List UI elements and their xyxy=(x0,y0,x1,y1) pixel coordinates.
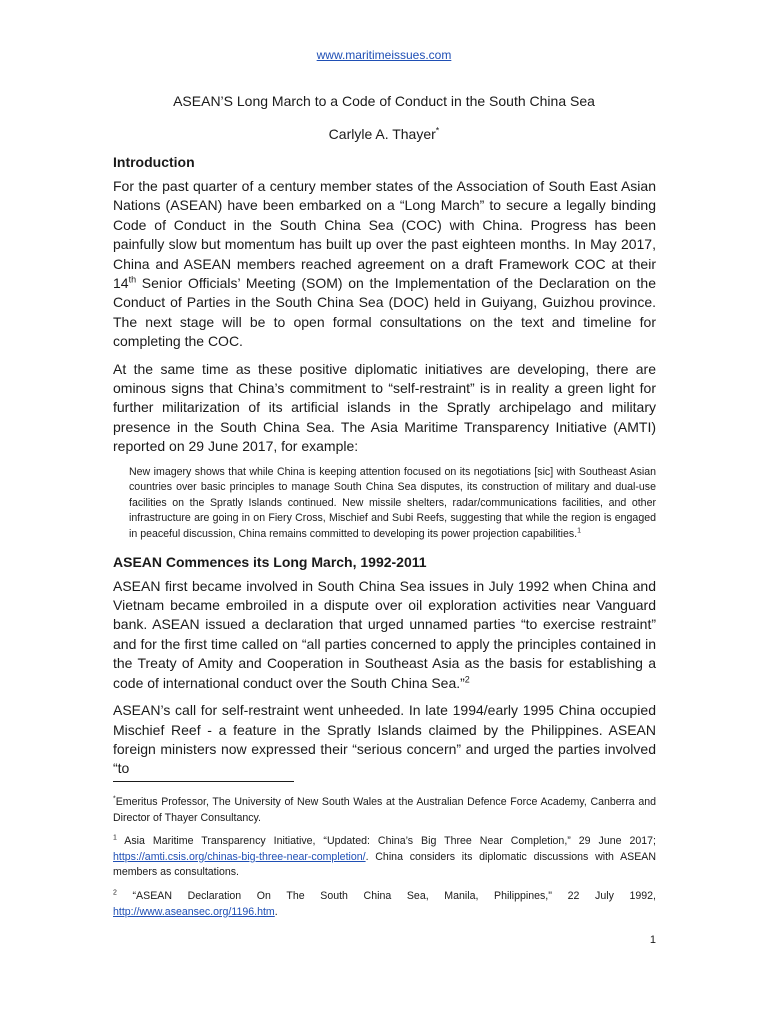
author-line xyxy=(0,126,768,142)
body-content xyxy=(113,153,656,787)
ordinal-superscript: th xyxy=(128,274,137,285)
quote-text: New imagery shows that while China is keeping attention focused on its negotiations [sic] with Southeast Asian countries over basic principles to manage South China Sea disputes, its construction of military and dual-use facilities on the Spratly Islands continued. New missile shelters, radar/communications facilities, and other infrastructure are going in on Fiery Cross, Mischief and Subi Reefs, suggesting that while the region is engaged in peaceful discussion, China remains committed to developing its power projection capabilities. xyxy=(129,465,656,541)
page-number: 1 xyxy=(649,934,656,946)
s2-p1-text: ASEAN first became involved in South China Sea issues in July 1992 when China and Vietnam became embroiled in a dispute over oil exploration activities near Vanguard bank. ASEAN issued a declaration that urged unnamed parties “to exercise restraint” and for the first time called on “all parties concerned to apply the principles contained in the Treaty of Amity and Cooperation in Southeast Asia as the basis for establishing a code of international conduct over the South China Sea.” xyxy=(113,577,656,691)
author-footnote-mark: * xyxy=(435,125,440,136)
footnotes xyxy=(113,795,656,928)
footnote-2-text-b: . xyxy=(274,905,278,918)
footnote-author xyxy=(113,795,656,826)
intro-paragraph-1 xyxy=(113,177,656,352)
footnote-1 xyxy=(113,834,656,881)
footnote-2-text-a: “ASEAN Declaration On The South China Sea, Manila, Philippines," 22 July 1992, xyxy=(116,889,656,902)
footnote-1-text-a: Asia Maritime Transparency Initiative, “Updated: China’s Big Three Near Completion,” 29 June 2017; xyxy=(116,835,656,848)
block-quote xyxy=(129,465,656,543)
footnote-1-link[interactable]: https://amti.csis.org/chinas-big-three-near-completion/ xyxy=(113,850,366,863)
author-name: Carlyle A. Thayer xyxy=(328,126,436,142)
footnote-ref-2: 2 xyxy=(464,674,470,685)
footnote-1-text-b: . China considers its diplomatic discussions with ASEAN members as consultations. xyxy=(113,850,656,879)
heading-introduction: Introduction xyxy=(113,154,195,170)
section2-paragraph-1 xyxy=(113,577,656,693)
footnote-2-mark: 2 xyxy=(113,889,117,897)
footnote-star-mark: * xyxy=(113,795,116,803)
site-link[interactable]: www.maritimeissues.com xyxy=(316,48,452,62)
footnote-divider xyxy=(113,781,294,782)
heading-section-2: ASEAN Commences its Long March, 1992-2011 xyxy=(113,553,427,570)
intro-p1-text-a: For the past quarter of a century member states of the Association of South East Asian Nations (ASEAN) have been embarked on a “Long March” to secure a legally binding Code of Conduct in the South China Sea (COC) with China. Progress has been painfully slow but momentum has built up over the past eighteen months. In May 2017, China and ASEAN members reached agreement on a draft Framework COC at their 14 xyxy=(113,178,656,292)
footnote-1-mark: 1 xyxy=(113,834,117,842)
intro-p1-text-b: Senior Officials’ Meeting (SOM) on the Implementation of the Declaration on the Conduct of Parties in the South China Sea (DOC) held in Guiyang, Guizhou province. The next stage will be to open formal consultations on the text and timeline for completing the COC. xyxy=(113,275,656,350)
intro-paragraph-2: At the same time as these positive diplomatic initiatives are developing, there are ominous signs that China’s commitment to “self-restraint” is in reality a green light for further militarization of its artificial islands in the Spratly archipelago and military presence in the South China Sea. The Asia Maritime Transparency Initiative (AMTI) reported on 29 June 2017, for example: xyxy=(113,360,656,455)
footnote-ref-1: 1 xyxy=(577,527,582,535)
section2-paragraph-2: ASEAN’s call for self-restraint went unheeded. In late 1994/early 1995 China occupied Mischief Reef - a feature in the Spratly Islands claimed by the Philippines. ASEAN foreign ministers now expressed their “serious concern” and urged the parties involved “to xyxy=(113,702,656,777)
footnote-2-link[interactable]: http://www.aseansec.org/1196.htm xyxy=(113,905,275,918)
footnote-star-text: Emeritus Professor, The University of New South Wales at the Australian Defence Force Academy, Canberra and Director of Thayer Consultancy. xyxy=(113,796,656,824)
document-title: ASEAN’S Long March to a Code of Conduct in the South China Sea xyxy=(173,93,595,109)
footnote-2 xyxy=(113,889,656,920)
